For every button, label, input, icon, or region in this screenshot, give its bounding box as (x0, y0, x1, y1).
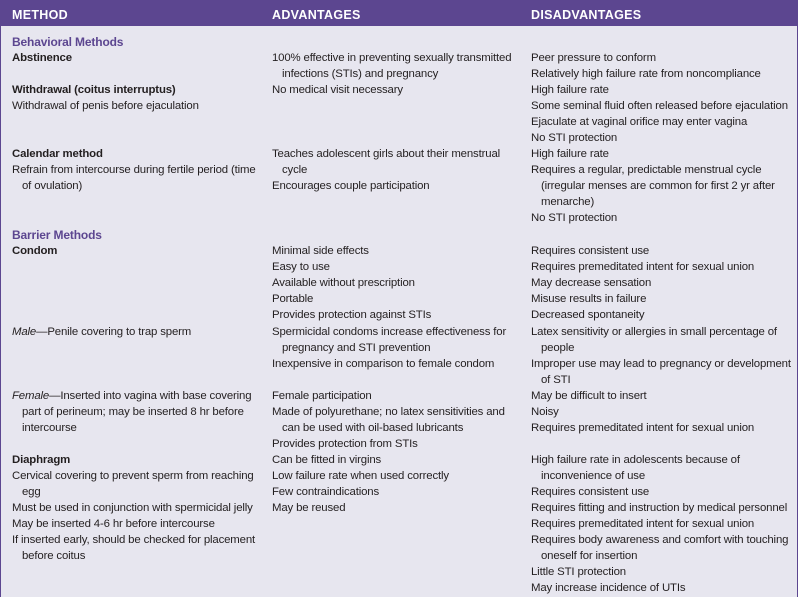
method-title-diaphragm: Diaphragm (12, 454, 71, 466)
disadvantage-text: Requires a regular, predictable menstrual cycle (531, 164, 762, 176)
table-row (1, 404, 798, 420)
table-row (1, 484, 798, 500)
disadvantage-text: High failure rate (531, 148, 609, 160)
table-row (1, 98, 798, 114)
table-row (1, 82, 798, 98)
table-row (1, 243, 798, 259)
disadvantage-text: Decreased spontaneity (531, 309, 645, 321)
table-row (1, 500, 798, 516)
table-row (1, 194, 798, 210)
method-description: Withdrawal of penis before ejaculation (12, 100, 199, 112)
disadvantage-text: Requires consistent use (531, 486, 650, 498)
advantage-text: No medical visit necessary (272, 84, 403, 96)
disadvantage-text: High failure rate in adolescents because of (531, 454, 740, 466)
disadvantage-text: Ejaculate at vaginal orifice may enter vagina (531, 116, 748, 128)
table-header (1, 0, 798, 26)
disadvantage-text: of STI (541, 374, 571, 386)
table-row (1, 580, 798, 596)
disadvantage-text: menarche) (541, 196, 595, 208)
advantage-text: Inexpensive in comparison to female condom (272, 358, 495, 370)
advantage-text: Available without prescription (272, 277, 415, 289)
female-label: Female (12, 390, 50, 402)
table-row (1, 548, 798, 564)
method-description: Refrain from intercourse during fertile period (time (12, 164, 256, 176)
female-description: —Inserted into vagina with base covering (49, 390, 252, 402)
advantage-text: Female participation (272, 390, 372, 402)
method-description: If inserted early, should be checked for placement (12, 534, 256, 546)
disadvantage-text: Requires consistent use (531, 245, 650, 257)
disadvantage-text: Requires premeditated intent for sexual union (531, 261, 755, 273)
disadvantage-text: No STI protection (531, 212, 618, 224)
disadvantage-text: inconvenience of use (541, 470, 646, 482)
table-row (1, 388, 798, 404)
advantage-text: 100% effective in preventing sexually transmitted (272, 52, 512, 64)
advantage-text: Spermicidal condoms increase effectiveness for (272, 326, 507, 338)
table-row (1, 452, 798, 468)
section-title-barrier: Barrier Methods (12, 228, 102, 242)
advantage-text: Low failure rate when used correctly (272, 470, 449, 482)
method-title-calendar: Calendar method (12, 148, 103, 160)
advantage-text: cycle (282, 164, 308, 176)
disadvantage-text: Improper use may lead to pregnancy or development (531, 358, 791, 370)
table-row (1, 291, 798, 307)
table-row (1, 178, 798, 194)
disadvantage-text: May decrease sensation (531, 277, 652, 289)
table-row (1, 146, 798, 162)
advantage-text: infections (STIs) and pregnancy (282, 68, 439, 80)
disadvantage-text: Requires premeditated intent for sexual union (531, 422, 755, 434)
method-title-withdrawal: Withdrawal (coitus interruptus) (12, 84, 176, 96)
method-description: May be inserted 4-6 hr before intercourse (12, 518, 215, 530)
disadvantage-text: Little STI protection (531, 566, 626, 578)
disadvantage-text: Peer pressure to conform (531, 52, 656, 64)
method-description: intercourse (22, 422, 77, 434)
method-description: Must be used in conjunction with spermicidal jelly (12, 502, 253, 514)
method-title-abstinence: Abstinence (12, 52, 72, 64)
advantage-text: can be used with oil-based lubricants (282, 422, 464, 434)
method-description: egg (22, 486, 41, 498)
table-row (1, 356, 798, 372)
advantage-text: Teaches adolescent girls about their menstrual (272, 148, 501, 160)
table-row (1, 468, 798, 484)
method-description-female (12, 388, 251, 404)
method-description: before coitus (22, 550, 86, 562)
advantage-text: Can be fitted in virgins (272, 454, 382, 466)
table-row (1, 372, 798, 388)
method-description: Cervical covering to prevent sperm from reaching (12, 470, 254, 482)
table-row (1, 420, 798, 436)
male-label: Male (12, 326, 37, 338)
disadvantage-text: oneself for insertion (541, 550, 638, 562)
advantage-text: pregnancy and STI prevention (282, 342, 431, 354)
section-title-behavioral: Behavioral Methods (12, 35, 124, 49)
table-row (1, 307, 798, 323)
disadvantage-text: Some seminal fluid often released before ejaculation (531, 100, 788, 112)
table-row (1, 130, 798, 146)
advantage-text: May be reused (272, 502, 346, 514)
male-description: —Penile covering to trap sperm (36, 326, 192, 338)
section-row-behavioral (1, 34, 798, 50)
disadvantage-text: Requires body awareness and comfort with touching (531, 534, 789, 546)
disadvantage-text: Latex sensitivity or allergies in small percentage of (531, 326, 777, 338)
table-row (1, 259, 798, 275)
method-description-male (12, 324, 191, 340)
table-row (1, 50, 798, 66)
disadvantage-text: May increase incidence of UTIs (531, 582, 686, 594)
advantage-text: Portable (272, 293, 314, 305)
table-row (1, 114, 798, 130)
disadvantage-text: No STI protection (531, 132, 618, 144)
table-row (1, 532, 798, 548)
table-row (1, 66, 798, 82)
advantage-text: Provides protection against STIs (272, 309, 432, 321)
header-disadvantages: DISADVANTAGES (531, 8, 642, 22)
disadvantage-text: Requires fitting and instruction by medical personnel (531, 502, 788, 514)
table-row (1, 340, 798, 356)
section-row-barrier (1, 227, 798, 243)
table-row (1, 436, 798, 452)
disadvantage-text: Requires premeditated intent for sexual union (531, 518, 755, 530)
table-row (1, 564, 798, 580)
advantage-text: Few contraindications (272, 486, 380, 498)
table-row (1, 516, 798, 532)
header-method: METHOD (12, 8, 68, 22)
disadvantage-text: (irregular menses are common for first 2 yr after (541, 180, 775, 192)
table-row (1, 210, 798, 226)
method-description: of ovulation) (22, 180, 83, 192)
advantage-text: Made of polyurethane; no latex sensitivities and (272, 406, 505, 418)
header-advantages: ADVANTAGES (272, 8, 361, 22)
disadvantage-text: Noisy (531, 406, 559, 418)
advantage-text: Provides protection from STIs (272, 438, 418, 450)
disadvantage-text: Misuse results in failure (531, 293, 647, 305)
table-row (1, 275, 798, 291)
disadvantage-text: people (541, 342, 575, 354)
advantage-text: Minimal side effects (272, 245, 369, 257)
disadvantage-text: High failure rate (531, 84, 609, 96)
advantage-text: Encourages couple participation (272, 180, 430, 192)
advantage-text: Easy to use (272, 261, 330, 273)
table-row (1, 162, 798, 178)
disadvantage-text: May be difficult to insert (531, 390, 647, 402)
table-row (1, 324, 798, 340)
disadvantage-text: Relatively high failure rate from noncompliance (531, 68, 761, 80)
method-title-condom: Condom (12, 245, 58, 257)
method-description: part of perineum; may be inserted 8 hr before (22, 406, 244, 418)
